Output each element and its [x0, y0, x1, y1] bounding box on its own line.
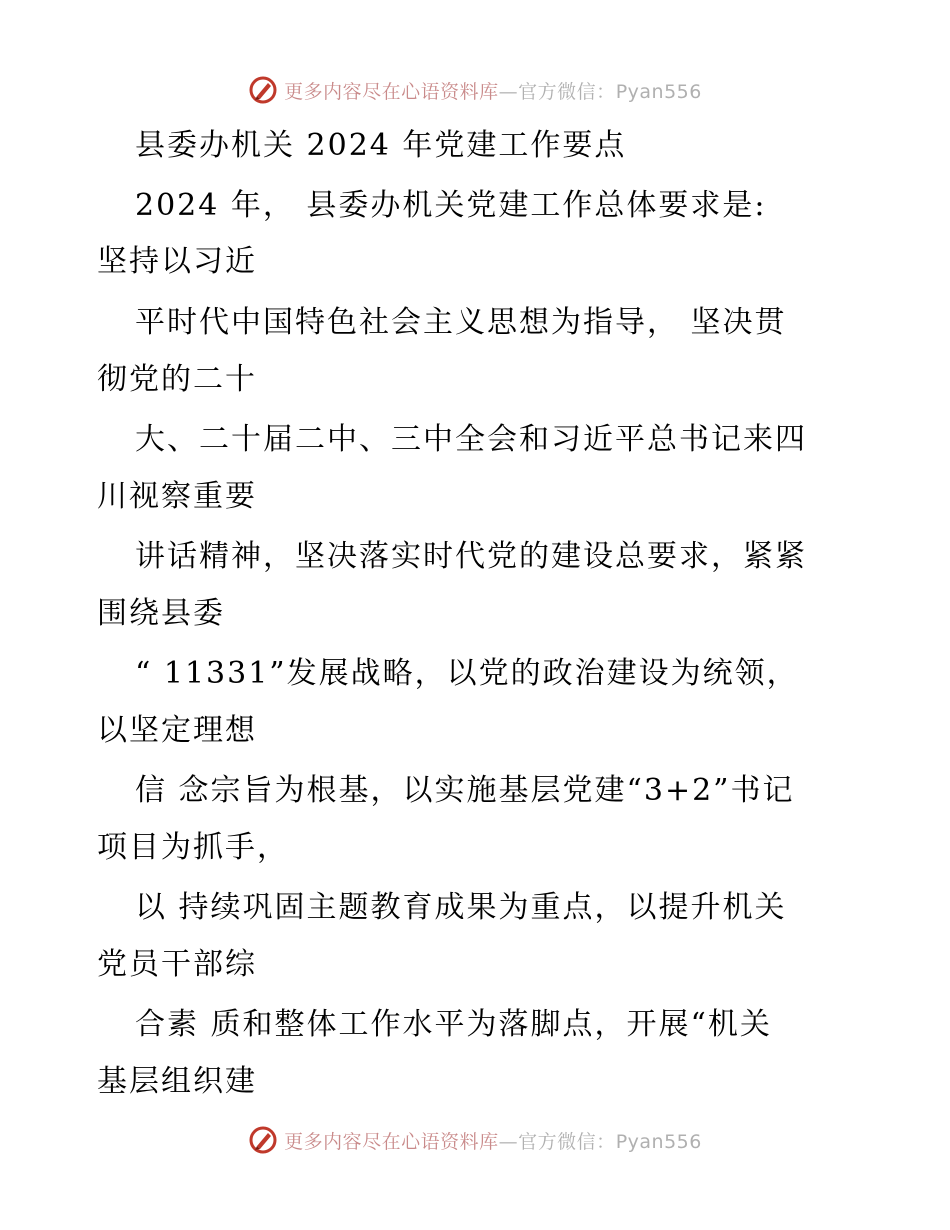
text-line: 以 持续巩固主题教育成果为重点，以提升机关 — [135, 890, 787, 925]
text-line: 2024 年， 县委办机关党建工作总体要求是: — [135, 188, 767, 223]
text-line: 川视察重要 — [97, 479, 257, 514]
text-line: 合素 质和整体工作水平为落脚点，开展“机关 — [135, 1007, 772, 1042]
watermark-text: 更多内容尽在心语资料库—官方微信：Pyan556 — [284, 80, 702, 103]
footer-watermark — [0, 1120, 950, 1160]
text-line: 以坚定理想 — [97, 713, 257, 748]
text-line: 大、二十届二中、三中全会和习近平总书记来四 — [135, 422, 807, 457]
text-line: 项目为抓手， — [97, 830, 289, 865]
text-line: 党员干部综 — [97, 947, 257, 982]
text-line: 讲话精神，坚决落实时代党的建设总要求，紧紧 — [135, 539, 807, 574]
text-line: “ 11331”发展战略，以党的政治建设为统领， — [135, 656, 799, 691]
text-line: 坚持以习近 — [97, 244, 257, 279]
text-line: 围绕县委 — [97, 596, 225, 631]
red-pen-circle-logo-icon — [248, 1125, 278, 1155]
text-line: 平时代中国特色社会主义思想为指导， 坚决贯 — [135, 305, 787, 340]
text-line: 彻党的二十 — [97, 362, 257, 397]
text-line: 基层组织建 — [97, 1064, 257, 1099]
document-title: 县委办机关 2024 年党建工作要点 — [135, 128, 627, 163]
text-line: 信 念宗旨为根基，以实施基层党建“3+2”书记 — [135, 773, 795, 808]
watermark-text: 更多内容尽在心语资料库—官方微信：Pyan556 — [284, 1130, 702, 1153]
